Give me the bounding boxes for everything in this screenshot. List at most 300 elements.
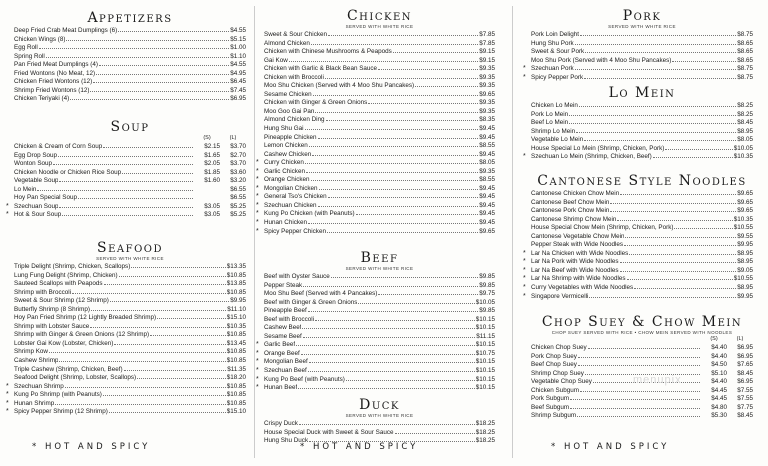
hot-spicy-mark: *	[256, 341, 259, 349]
hot-spicy-mark: *	[256, 193, 259, 201]
column-divider	[254, 6, 255, 458]
item-name: Sesame Chicken	[264, 90, 312, 98]
dot-leader	[315, 112, 478, 113]
item-price: $13.35	[226, 263, 246, 270]
item-name: Egg Drop Soup	[14, 151, 58, 159]
hot-spicy-mark: *	[256, 227, 259, 235]
hot-spicy-mark: *	[523, 65, 526, 73]
item-price: $4.55	[230, 27, 246, 34]
item-name: Pineapple Beef	[264, 307, 307, 315]
item-name: Chicken Teriyaki (4)	[14, 95, 70, 103]
menu-item	[14, 70, 246, 79]
hot-spicy-mark: *	[523, 258, 526, 266]
item-name: Shrimp Kow	[14, 348, 48, 356]
section-title: Lo Mein	[608, 85, 676, 101]
menu-item	[523, 266, 753, 276]
dot-leader	[575, 69, 737, 70]
item-name: Lar Na Beef with Wide Noodles	[531, 266, 619, 274]
item-price-large: $6.95	[737, 344, 753, 351]
hot-spicy-mark: *	[523, 266, 526, 274]
hot-spicy-mark: *	[256, 184, 259, 192]
dot-leader	[629, 254, 736, 255]
dot-leader	[59, 181, 193, 182]
menu-item	[256, 358, 495, 367]
section-title: Soup	[110, 119, 150, 135]
item-name: Beef Lo Mein	[531, 119, 569, 127]
hot-spicy-mark: *	[523, 275, 526, 283]
menu-item	[264, 307, 495, 316]
item-name: Hunan Shrimp	[14, 399, 55, 407]
item-price-small: $4.40	[711, 378, 727, 386]
item-price: $10.55	[733, 275, 753, 283]
item-price: $9.35	[479, 107, 495, 115]
item-list	[256, 31, 495, 236]
item-name: Chicken Fried Wontons (12)	[14, 78, 93, 86]
dot-leader	[319, 189, 479, 190]
menu-item	[264, 429, 495, 438]
item-name: Moo Goo Gai Pan	[264, 107, 315, 115]
menu-item	[264, 40, 495, 49]
lomein-section	[523, 85, 753, 162]
item-name: Chicken Subgum	[531, 386, 579, 394]
dot-leader	[37, 190, 193, 191]
menu-item	[14, 186, 246, 195]
dot-leader	[325, 78, 478, 79]
dot-leader	[620, 262, 737, 263]
menu-item	[6, 391, 246, 400]
menu-item	[264, 151, 495, 160]
item-name: Kung Po Beef (with Peanuts)	[264, 375, 345, 383]
dot-leader	[569, 123, 736, 124]
item-price-large: $6.55	[230, 194, 246, 202]
dot-leader	[93, 82, 229, 83]
menu-item	[264, 65, 495, 74]
dot-leader	[328, 35, 478, 36]
hot-spicy-mark: *	[523, 73, 526, 81]
item-name: Almond Chicken Ding	[264, 116, 325, 124]
item-name: Pork Loin Delight	[531, 31, 579, 38]
menu-item	[531, 216, 753, 225]
item-name: Pork Lo Mein	[531, 110, 569, 118]
item-name: Szechuan Lo Mein (Shrimp, Chicken, Beef)	[531, 153, 652, 161]
dot-leader	[96, 74, 229, 75]
menu-column-3	[523, 0, 753, 466]
dot-leader	[299, 424, 475, 425]
item-name: Beef with Oyster Sauce	[264, 273, 330, 280]
item-price: $7.85	[479, 31, 495, 38]
item-price: $9.45	[479, 150, 495, 158]
dot-leader	[368, 103, 478, 104]
item-price: $8.05	[737, 136, 753, 144]
dot-leader	[308, 371, 475, 372]
item-price-large: $5.25	[230, 211, 246, 219]
menu-item	[256, 210, 495, 219]
menu-item	[256, 349, 495, 359]
item-name: Cashew Chicken	[264, 150, 312, 158]
item-name: Triple Cashew (Shrimp, Chicken, Beef)	[14, 365, 123, 373]
menu-item	[6, 211, 246, 220]
menu-item	[531, 199, 753, 208]
menu-item	[264, 82, 495, 91]
item-name: Pork Chop Suey	[531, 352, 577, 360]
column-divider	[512, 6, 513, 458]
item-price-large: $8.45	[737, 412, 753, 420]
item-name: House Special Duck with Sweet & Sour Sauce	[264, 428, 394, 436]
item-name: Szechuan Shrimp	[14, 382, 64, 390]
menu-item	[264, 116, 495, 125]
item-name: Moo Shu Beef (Served with 4 Pancakes)	[264, 290, 378, 298]
menu-item	[256, 227, 495, 237]
dot-leader	[137, 378, 226, 379]
item-price: $13.45	[226, 339, 246, 347]
menu-item	[531, 111, 753, 120]
item-price: $9.15	[479, 56, 495, 64]
item-price: $10.85	[226, 331, 246, 339]
item-price-small: $4.50	[711, 361, 727, 369]
dot-leader	[589, 297, 736, 298]
item-price: $9.45	[479, 184, 495, 192]
dot-leader	[301, 354, 475, 355]
dot-leader	[617, 220, 732, 221]
item-price: $8.45	[737, 119, 753, 127]
dot-leader	[579, 106, 736, 107]
item-price-large: $3.70	[230, 160, 246, 168]
item-price: $9.35	[479, 167, 495, 175]
dot-leader	[104, 284, 226, 285]
item-price: $8.35	[479, 116, 495, 124]
item-name: General Tso's Chicken	[264, 193, 327, 201]
item-name: Shrimp Lo Mein	[531, 127, 576, 135]
item-name: Fried Wontons (No Meat, 12)	[14, 69, 96, 77]
item-price: $8.55	[479, 176, 495, 184]
item-name: Chicken with Chinese Mushrooms & Peapods	[264, 48, 392, 56]
item-price: $8.75	[737, 65, 753, 73]
dot-leader	[624, 245, 736, 246]
item-name: Curry Vegetables with Wide Noodles	[531, 284, 634, 292]
section-subtitle: SERVED WITH WHITE RICE	[345, 266, 414, 271]
item-price: $8.65	[737, 48, 753, 56]
menu-item	[14, 331, 246, 340]
item-name: Curry Chicken	[264, 159, 304, 167]
item-price-large: $2.70	[230, 151, 246, 159]
item-price: $9.95	[737, 241, 753, 249]
menu-item	[6, 399, 246, 409]
dot-leader	[311, 44, 478, 45]
hot-spicy-mark: *	[256, 375, 259, 383]
dot-leader	[672, 61, 736, 62]
menu-item	[14, 348, 246, 357]
item-name: Kung Po Shrimp (with Peanuts)	[14, 391, 102, 399]
hot-spicy-mark: *	[6, 408, 9, 416]
item-name: Shrimp with Ginger & Green Onions (12 Shrimp)	[14, 331, 150, 339]
dot-leader	[118, 31, 229, 32]
item-name: House Special Lo Mein (Shrimp, Chicken, Pork)	[531, 144, 665, 152]
item-price: $9.65	[737, 198, 753, 206]
dot-leader	[585, 52, 736, 53]
dot-leader	[150, 335, 226, 336]
dot-leader	[313, 95, 479, 96]
dot-leader	[305, 163, 478, 164]
item-price: $9.65	[737, 207, 753, 215]
menu-item	[14, 374, 246, 383]
menu-item	[264, 316, 495, 325]
small-size-label: (S)	[710, 336, 718, 342]
menu-item	[14, 272, 246, 281]
item-price: $15.10	[226, 314, 246, 322]
item-name: House Special Chow Mein (Shrimp, Chicken, Pork)	[531, 224, 674, 232]
item-price: $10.85	[226, 357, 246, 365]
item-price: $11.10	[227, 305, 246, 313]
small-size-label: (S)	[203, 135, 211, 141]
item-name: Sweet & Sour Pork	[531, 48, 585, 56]
large-size-label: (L)	[229, 135, 237, 141]
hot-spicy-mark: *	[256, 219, 259, 227]
item-price: $18.25	[475, 437, 495, 445]
hot-spicy-mark: *	[523, 153, 526, 161]
item-price: $18.25	[475, 420, 495, 427]
menu-item	[531, 57, 753, 66]
item-price: $9.45	[479, 125, 495, 133]
dot-leader	[289, 61, 478, 62]
dot-leader	[415, 86, 478, 87]
soup-section	[6, 119, 246, 220]
item-price: $9.55	[737, 232, 753, 240]
item-name: Sauteed Scallops with Peapods	[14, 280, 103, 288]
menu-item	[256, 193, 495, 202]
menu-item	[256, 341, 495, 350]
item-price: $9.85	[479, 307, 495, 315]
item-price: $9.65	[479, 227, 495, 235]
item-name: Lung Fung Delight (Shrimp, Chicken)	[14, 271, 118, 279]
item-name: Crispy Duck	[264, 420, 298, 427]
item-list	[256, 273, 495, 393]
watermark: menupix	[633, 374, 682, 386]
menu-column-1	[6, 0, 246, 466]
menu-item	[531, 102, 753, 111]
menu-item	[14, 357, 246, 366]
item-price-small: $2.05	[204, 160, 220, 168]
item-name: Orange Chicken	[264, 176, 310, 184]
section-title: Chop Suey & Chow Mein	[541, 314, 743, 330]
dot-leader	[124, 370, 227, 371]
dot-leader	[298, 388, 474, 389]
item-name: Pepper Steak with Wide Noodles	[531, 241, 624, 249]
item-name: Egg Roll	[14, 44, 38, 52]
menu-item	[14, 169, 246, 178]
duck-section	[264, 397, 495, 446]
item-name: Shrimp with Lobster Sauce	[14, 322, 90, 330]
item-name: Lar Na Pork with Wide Noodles	[531, 258, 619, 266]
menu-item	[523, 258, 753, 267]
item-name: Szechuan Pork	[531, 65, 574, 73]
item-name: Hoy Pan Fried Shrimp (12 Lightly Breaded Shrimp)	[14, 314, 157, 322]
item-price: $18.25	[475, 428, 495, 436]
hot-spicy-legend: * HOT AND SPICY	[32, 442, 151, 452]
menu-item	[256, 375, 495, 385]
item-price-large: $3.60	[230, 168, 246, 176]
dot-leader	[39, 48, 229, 49]
dot-leader	[296, 345, 475, 346]
chowmein-section	[523, 173, 753, 301]
item-list	[523, 102, 753, 162]
dot-leader	[326, 120, 479, 121]
dot-leader	[90, 91, 229, 92]
item-list	[14, 27, 246, 104]
dot-leader	[580, 391, 700, 392]
dot-leader	[309, 362, 475, 363]
item-name: Sweet & Sour Shrimp (12 Shrimp)	[14, 297, 109, 305]
item-price: $10.15	[475, 315, 495, 323]
menu-item	[14, 143, 246, 152]
item-name: Cantonese Chicken Chow Mein	[531, 190, 620, 197]
item-name: Lobster Gai Kow (Lobster, Chicken)	[14, 339, 114, 347]
menu-item	[523, 249, 753, 259]
menu-item	[531, 128, 753, 137]
large-size-label: (L)	[736, 336, 744, 342]
menu-item	[531, 233, 753, 242]
item-price: $18.20	[226, 374, 246, 382]
dot-leader	[70, 99, 229, 100]
dot-leader	[114, 344, 225, 345]
item-price: $10.15	[475, 384, 495, 392]
item-price: $6.45	[230, 78, 246, 86]
item-price: $11.35	[227, 365, 246, 373]
dot-leader	[665, 149, 732, 150]
hot-spicy-mark: *	[256, 210, 259, 218]
item-price-small: $4.40	[711, 344, 727, 351]
item-list	[523, 31, 753, 82]
item-name: Vegetable Soup	[14, 177, 59, 185]
item-name: Lemon Chicken	[264, 142, 308, 150]
item-name: Chicken Lo Mein	[531, 102, 578, 109]
dot-leader	[91, 310, 226, 311]
menu-item	[531, 387, 753, 396]
item-price: $10.85	[226, 288, 246, 296]
dot-leader	[305, 129, 479, 130]
item-price: $11.15	[476, 332, 495, 340]
menu-item	[531, 136, 753, 145]
dot-leader	[393, 52, 478, 53]
dot-leader	[584, 78, 736, 79]
item-name: Chicken with Ginger & Green Onions	[264, 99, 368, 107]
item-name: Shrimp with Broccoli	[14, 288, 72, 296]
section-title: Cantonese Style Noodles	[537, 173, 747, 189]
item-price: $10.35	[733, 153, 753, 161]
menu-item	[531, 412, 753, 421]
menu-item	[264, 108, 495, 117]
section-title: Chicken	[346, 8, 413, 24]
item-price: $9.45	[479, 201, 495, 209]
item-name: Szechuan Beef	[264, 367, 307, 375]
item-price: $8.95	[737, 258, 753, 266]
item-name: Hung Shu Pork	[531, 39, 574, 47]
seafood-section	[6, 240, 246, 417]
item-name: Vegetable Lo Mein	[531, 136, 584, 144]
dot-leader	[55, 404, 225, 405]
menu-item	[14, 306, 246, 315]
menu-item	[531, 224, 753, 233]
item-price: $9.75	[479, 290, 495, 298]
menu-item	[264, 282, 495, 291]
item-price: $9.65	[737, 190, 753, 197]
item-name: Szechuan Chicken	[264, 201, 317, 209]
item-name: Shrimp Subgum	[531, 412, 577, 420]
menu-item	[531, 344, 753, 353]
item-price: $9.65	[479, 90, 495, 98]
item-price-large: $7.65	[737, 361, 753, 369]
item-price: $8.55	[479, 142, 495, 150]
item-price: $9.35	[479, 73, 495, 81]
menu-item	[523, 153, 753, 162]
item-name: Beef Chop Suey	[531, 361, 577, 369]
item-price: $10.15	[475, 324, 495, 332]
dot-leader	[577, 416, 700, 417]
item-price-small: $5.10	[711, 369, 727, 377]
menu-item	[264, 31, 495, 40]
dot-leader	[72, 293, 226, 294]
menu-item	[531, 31, 753, 40]
dot-leader	[62, 215, 193, 216]
dot-leader	[580, 35, 736, 36]
menu-item	[14, 263, 246, 272]
dot-leader	[346, 380, 475, 381]
item-price: $10.75	[475, 349, 495, 357]
dot-leader	[588, 348, 700, 349]
dot-leader	[303, 286, 478, 287]
item-price-small: $1.60	[204, 177, 220, 185]
item-name: Moo Shu Chicken (Served with 4 Moo Shu Pancakes)	[264, 82, 415, 90]
item-price: $10.55	[733, 224, 753, 232]
item-price-large: $7.75	[737, 403, 753, 411]
item-price: $9.35	[479, 99, 495, 107]
item-price: $9.05	[737, 266, 753, 274]
dot-leader	[49, 352, 226, 353]
menu-item	[264, 333, 495, 342]
item-price: $10.85	[226, 391, 246, 399]
item-price: $10.15	[475, 341, 495, 349]
dot-leader	[610, 211, 736, 212]
item-price-small: $5.30	[711, 412, 727, 420]
item-price: $10.35	[733, 215, 753, 223]
menu-item	[14, 289, 246, 298]
menu-item	[523, 275, 753, 284]
dot-leader	[103, 147, 193, 148]
menu-item	[531, 190, 753, 199]
item-name: Chicken Noodle or Chicken Rice Soup	[14, 168, 122, 176]
menu-item	[14, 340, 246, 349]
item-list	[6, 263, 246, 417]
menu-item	[14, 36, 246, 45]
item-name: Cashew Shrimp	[14, 357, 59, 365]
item-name: Sweet & Sour Chicken	[264, 31, 327, 38]
item-price-small: $1.65	[204, 151, 220, 159]
item-name: Beef Subgum	[531, 403, 570, 411]
menu-item	[14, 280, 246, 289]
menu-item	[14, 314, 246, 323]
menu-item	[256, 159, 495, 168]
item-price: $10.15	[475, 367, 495, 375]
menu-item	[264, 273, 495, 282]
item-price-large: $6.55	[230, 185, 246, 193]
item-price: $10.05	[733, 144, 753, 152]
item-name: Seafood Delight (Shrimp, Lobster, Scallops)	[14, 374, 137, 382]
menu-item	[264, 91, 495, 100]
item-price-small: $4.45	[711, 395, 727, 403]
item-name: Spring Roll	[14, 52, 45, 60]
menu-item	[264, 134, 495, 143]
dot-leader	[570, 408, 700, 409]
menu-item	[6, 408, 246, 417]
